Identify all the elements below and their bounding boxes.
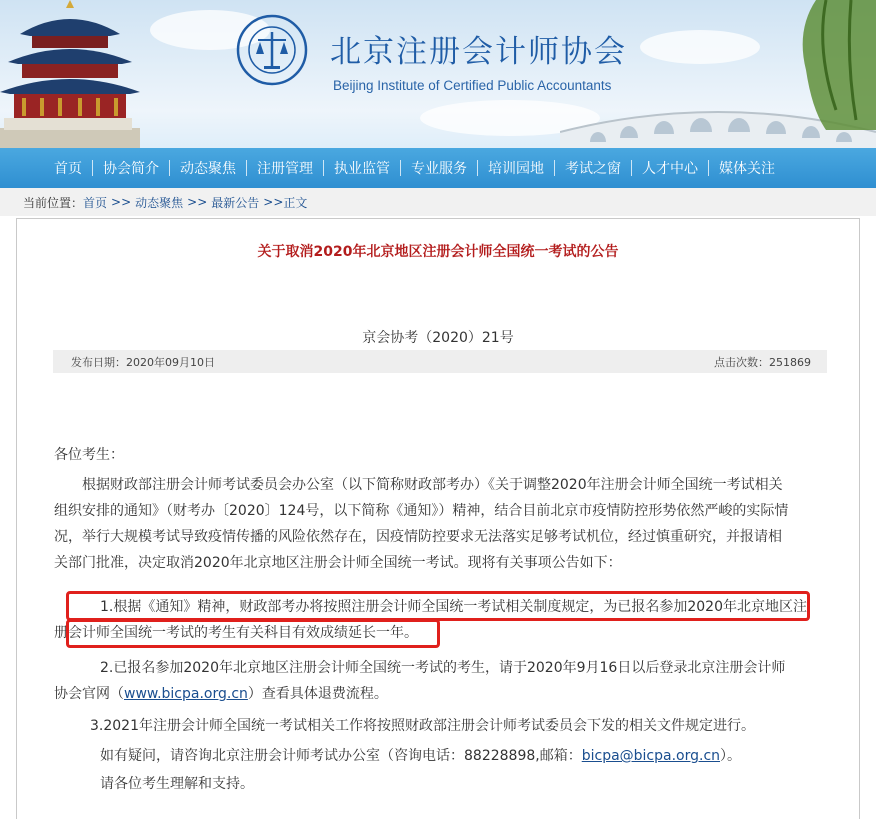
breadcrumb-label: 当前位置： (23, 195, 84, 210)
breadcrumb-separator: >> (263, 195, 284, 209)
item-2-paragraph (54, 655, 794, 707)
greeting: 各位考生： (54, 447, 124, 463)
article-meta-bar (53, 350, 827, 373)
breadcrumb-home[interactable]: 首页 (83, 195, 108, 210)
highlight-box (66, 619, 440, 648)
willow-tree-image (756, 0, 876, 148)
nav-item-exams[interactable]: 考试之窗 (565, 161, 621, 177)
header-banner (0, 0, 876, 148)
nav-item-media[interactable]: 媒体关注 (719, 161, 775, 177)
email-link[interactable]: bicpa@bicpa.org.cn (581, 748, 721, 764)
document-number: 京会协考（2020）21号 (362, 330, 514, 346)
bicpa-seal-icon (236, 14, 308, 86)
breadcrumb-separator: >> (111, 195, 132, 209)
website-link[interactable]: www.bicpa.org.cn (124, 686, 248, 702)
intro-paragraph: 根据财政部注册会计师考试委员会办公室（以下简称财政部考办）《关于调整2020年注册会计师全国统一考试相关组织安排的通知》（财考办〔2020〕124号，以下简称《通知》）精神，结合目前北京市疫情防控形势依然严峻的实际情况，举行大规模考试导致疫情传播的风险依然存在，因疫情防控要求无法落实足够考试机位，经过慎重研究，并报请相关部门批准，决定取消2020年北京地区注册会计师全国统一考试。现将有关事项公告如下： (54, 477, 789, 571)
closing-paragraph: 请各位考生理解和支持。 (100, 776, 254, 792)
nav-item-talent[interactable]: 人才中心 (642, 161, 698, 177)
click-count: 点击次数：251869 (714, 355, 811, 369)
nav-item-about[interactable]: 协会简介 (103, 161, 159, 177)
breadcrumb-announcements[interactable]: 最新公告 (211, 195, 260, 210)
cloud-decoration (640, 30, 760, 64)
contact-text-end: ）。 (720, 748, 742, 764)
item-2-text: 2.已报名参加2020年北京地区注册会计师全国统一考试的考生，请于2020年9月16日以后登录北京注册会计师协会官网（ (54, 660, 786, 702)
item-1-line-2: 册会计师全国统一考试的考生有关科目有效成绩延长一年。 (54, 625, 418, 641)
breadcrumb (0, 188, 876, 216)
site-title: 北京注册会计师协会 (330, 34, 627, 70)
nav-item-services[interactable]: 专业服务 (411, 161, 467, 177)
nav-item-registration[interactable]: 注册管理 (257, 161, 313, 177)
contact-paragraph (54, 743, 794, 769)
nav-item-news[interactable]: 动态聚焦 (180, 161, 236, 177)
highlight-box (66, 591, 810, 621)
item-3-paragraph: 3.2021年注册会计师全国统一考试相关工作将按照财政部注册会计师考试委员会下发的相关文件规定进行。 (90, 718, 755, 734)
breadcrumb-news[interactable]: 动态聚焦 (135, 195, 184, 210)
item-2-text-end: ）查看具体退费流程。 (247, 686, 388, 702)
breadcrumb-current[interactable]: 正文 (283, 195, 308, 210)
site-subtitle: Beijing Institute of Certified Public Accountants (333, 78, 612, 93)
item-1-line-1: 1.根据《通知》精神，财政部考办将按照注册会计师全国统一考试相关制度规定，为已报名参加2020年北京地区注 (100, 599, 807, 615)
main-nav (0, 148, 876, 188)
publish-date: 发布日期：2020年09月10日 (71, 355, 215, 369)
nav-item-training[interactable]: 培训园地 (488, 161, 544, 177)
nav-item-supervision[interactable]: 执业监管 (334, 161, 390, 177)
temple-of-heaven-image (0, 0, 140, 148)
breadcrumb-separator: >> (187, 195, 208, 209)
article-title: 关于取消2020年北京地区注册会计师全国统一考试的公告 (257, 244, 619, 260)
nav-item-home[interactable]: 首页 (54, 161, 82, 177)
contact-text: 如有疑问，请咨询北京注册会计师考试办公室（咨询电话：88228898,邮箱： (100, 748, 582, 764)
